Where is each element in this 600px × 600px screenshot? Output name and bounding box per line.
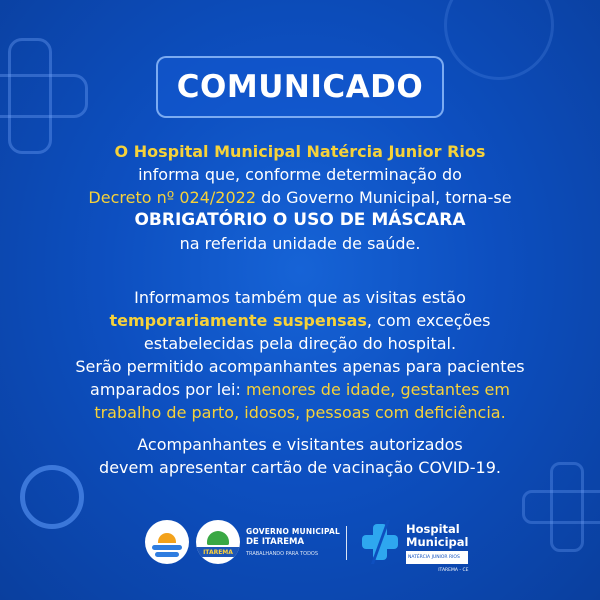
hosp-city: ITAREMA - CE (438, 568, 469, 573)
paragraph-visits (20, 286, 580, 424)
text-line: estabelecidas pela direção do hospital. (143, 334, 457, 353)
exceptions-text: menores de idade, gestantes em (245, 380, 510, 399)
text-line: Serão permitido acompanhantes apenas para pacientes (75, 357, 525, 376)
text-line: Informamos também que as visitas estão (134, 288, 466, 307)
hospital-label (406, 523, 468, 577)
itarema-logo (196, 520, 240, 564)
hosp-line: Municipal (406, 535, 469, 549)
municipal-seal-logo (145, 520, 189, 564)
gov-line: DE ITAREMA (246, 537, 305, 547)
gov-slogan: TRABALHANDO PARA TODOS (246, 551, 319, 557)
exceptions-text: trabalho de parto, idosos, pessoas com deficiência. (94, 403, 506, 422)
page-title: COMUNICADO (176, 69, 424, 105)
hosp-line: Hospital (406, 522, 460, 536)
text-line: do Governo Municipal, torna-se (256, 188, 512, 207)
logo-text: ITAREMA (203, 548, 233, 556)
hospital-cross-icon (360, 520, 400, 564)
footer-logos (0, 516, 600, 572)
decorative-cross-icon (0, 38, 82, 148)
text-line: informa que, conforme determinação do (138, 165, 462, 184)
government-label (246, 527, 342, 559)
text-line: , com exceções (366, 311, 491, 330)
title-banner (156, 56, 444, 118)
text-line: amparados por lei: (90, 380, 246, 399)
paragraph-mask-notice (20, 140, 580, 255)
decree-number: Decreto nº 024/2022 (88, 188, 257, 207)
visits-suspended-text: temporariamente suspensas (109, 311, 367, 330)
decorative-ring (444, 0, 554, 80)
hosp-subname: NATÉRCIA JUNIOR RIOS (406, 551, 468, 564)
text-line: Acompanhantes e visitantes autorizados (137, 435, 463, 454)
paragraph-vaccination (20, 433, 580, 479)
hospital-name: O Hospital Municipal Natércia Junior Rios (114, 142, 486, 161)
gov-line: GOVERNO MUNICIPAL (246, 527, 341, 536)
divider (346, 526, 347, 560)
mandatory-mask-text: OBRIGATÓRIO O USO DE MÁSCARA (134, 210, 466, 230)
text-line: na referida unidade de saúde. (179, 234, 421, 253)
text-line: devem apresentar cartão de vacinação COVID-19. (99, 458, 501, 477)
